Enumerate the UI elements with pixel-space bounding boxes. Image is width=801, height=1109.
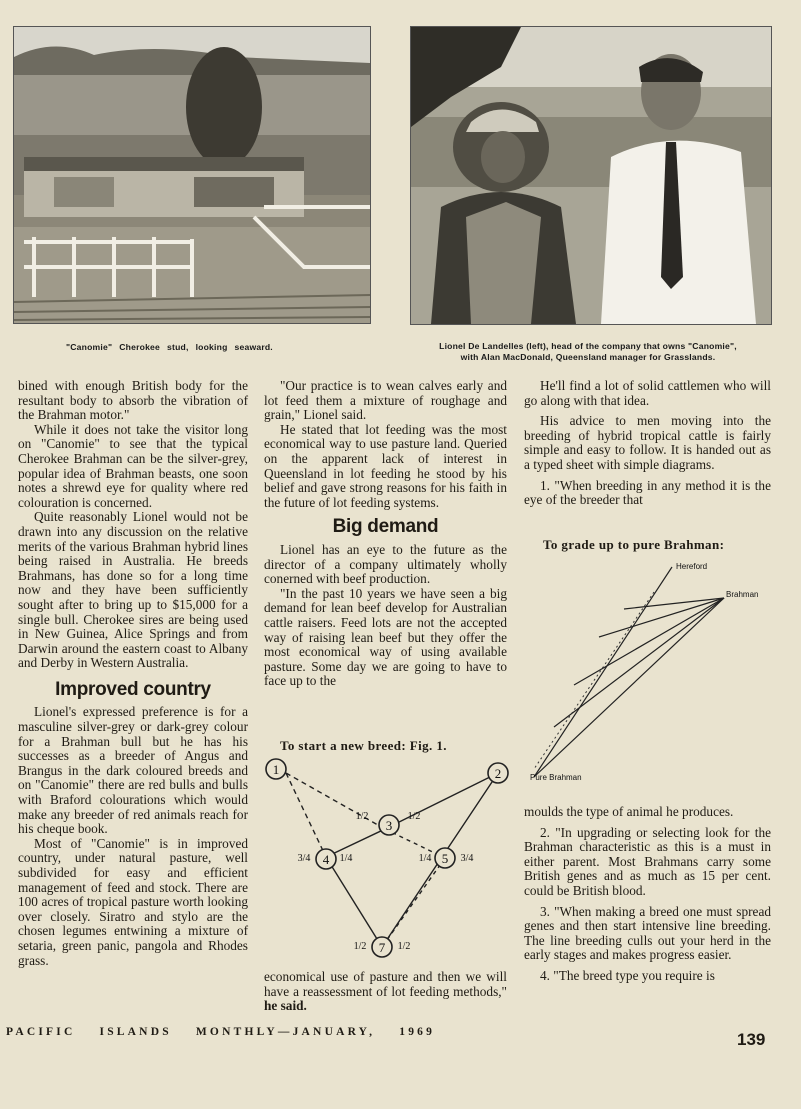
paragraph: 1. "When breeding in any method it is the eye of the breeder that	[524, 477, 771, 508]
paragraph: Lionel has an eye to the future as the director of a company ultimately wholly conerned with beef production.	[264, 541, 507, 587]
label-pure-brahman: Pure Brahman	[530, 773, 582, 782]
node-label-3: 3	[385, 818, 393, 833]
article-column-2	[264, 379, 507, 689]
label-brahman: Brahman	[726, 590, 759, 599]
node-label-4: 4	[322, 852, 330, 867]
fraction-label: 3/4	[297, 853, 311, 864]
paragraph: He stated that lot feeding was the most economical way to use pasture land. Queried on the apparent lack of interest in Queensland in lot feeding he stood by his belief and gave strong reasons for his faith in the future of lot feeding systems.	[264, 421, 507, 510]
page-footer: PACIFIC ISLANDS MONTHLY—JANUARY, 1969	[6, 1026, 436, 1038]
fraction-label: 1/2	[397, 941, 411, 952]
paragraph: His advice to men moving into the breeding of hybrid tropical cattle is fairly simple and easy to follow. It is handed out as a typed sheet with simple diagrams.	[524, 413, 771, 472]
caption-word: looking	[195, 342, 228, 352]
paragraph: 3. "When making a breed one must spread genes and then start intensive line breeding. The line breeding culls out your herd in the early stages and makes progress easier.	[524, 903, 771, 963]
paragraph: Lionel's expressed preference is for a masculine silver-grey or dark-grey colour for a Brahman bull but he has his successes as a breeder of Angus and Brangus in the dark coloured breeds and on "Canomie" there are red bulls and bulls with Braford colourations which would make any breeder of red animals reach for his cheque book.	[18, 704, 248, 837]
fraction-label: 1/4	[339, 853, 353, 864]
paragraph: "In the past 10 years we have seen a big demand for lean beef develop for Australian cattle raisers. Feed lots are not the accepted way of raising lean beef but they offer the most economical way of using available pasture. Some day we are going to have to face up to the	[264, 585, 507, 689]
paragraph: He'll find a lot of solid cattlemen who will go along with that idea.	[524, 378, 771, 408]
figure-1-title: To start a new breed: Fig. 1.	[280, 738, 447, 753]
paragraph: Quite reasonably Lionel would not be drawn into any discussion on the relative merits of the various Brahman hybrid lines being raised in Australia. He breeds Brahmans, has done so for a long time now and they have been sufficiently sought after to bring up to $15,000 for a single bull. Cherokee sires are being used in New Guinea, Alice Springs and from Darwin around the eastern coast to Albany and Derby in Western Australia.	[18, 509, 248, 671]
fraction-label: 1/2	[355, 811, 369, 822]
page-number: 139	[737, 1030, 766, 1049]
fraction-label: 1/4	[418, 853, 432, 864]
fraction-label: 3/4	[460, 853, 474, 864]
breeding-diagram-fig1	[262, 755, 512, 975]
paragraph: While it does not take the visitor long on "Canomie" to see that the typical Cherokee Brahman can be the silver-grey, popular idea of Brahman beasts, one soon notes a shrewd eye for quality where red colouration is concerned.	[18, 421, 248, 510]
node-label-7: 7	[378, 940, 386, 955]
article-column-1	[18, 379, 248, 968]
figure-2-title: To grade up to pure Brahman:	[543, 537, 725, 552]
article-column-3-end	[524, 805, 771, 984]
caption-word: Cherokee	[119, 342, 161, 352]
grading-diagram-fig2	[524, 557, 774, 792]
section-heading-big-demand: Big demand	[332, 516, 439, 538]
paragraph-emphasis: he said.	[264, 998, 307, 1014]
stud-photo	[13, 26, 371, 324]
caption-line-1: Lionel De Landelles (left), head of the company that owns "Canomie",	[439, 341, 737, 351]
paragraph: 2. "In upgrading or selecting look for the Brahman characteristic as this is a must in either parent. Most Brahmans carry some British genes and as much as 15 per cent. could be British blood.	[524, 824, 771, 898]
paragraph: economical use of pasture and then we will have a reassessment of lot feeding methods,"	[264, 969, 507, 999]
caption-line-2: with Alan MacDonald, Queensland manager for Grasslands.	[460, 352, 716, 362]
node-label-1: 1	[272, 762, 280, 777]
paragraph: 4. "The breed type you require is	[540, 967, 715, 983]
caption-word: "Canomie"	[66, 342, 113, 352]
paragraph: moulds the type of animal he produces.	[524, 804, 734, 819]
paragraph: bined with enough British body for the resultant body to absorb the vibration of the Brahman motor."	[18, 378, 248, 423]
stud-photo-caption	[66, 342, 316, 352]
caption-word: stud,	[167, 342, 189, 352]
section-heading-improved-country: Improved country	[55, 678, 211, 700]
node-label-2: 2	[494, 766, 502, 781]
article-column-3	[524, 379, 771, 508]
caption-word: seaward.	[234, 342, 273, 352]
label-hereford: Hereford	[676, 562, 708, 571]
node-label-5: 5	[441, 851, 449, 866]
paragraph: "Our practice is to wean calves early and lot feed them a mixture of roughage and grain," Lionel said.	[264, 378, 507, 423]
article-column-2-end	[264, 970, 507, 1014]
portrait-photo-caption	[408, 341, 768, 363]
portrait-photo	[410, 26, 772, 325]
fraction-label: 1/2	[407, 811, 421, 822]
paragraph: Most of "Canomie" is in improved country, under natural pasture, well subdivided for easy and efficient management of feed and stock. There are 100 acres of tropical pasture worth looking over closely. Siratro and stylo are the chosen legumes entwining a mixture of setaria, green panic, pangola and Rhodes grass.	[18, 835, 248, 968]
fraction-label: 1/2	[353, 941, 367, 952]
